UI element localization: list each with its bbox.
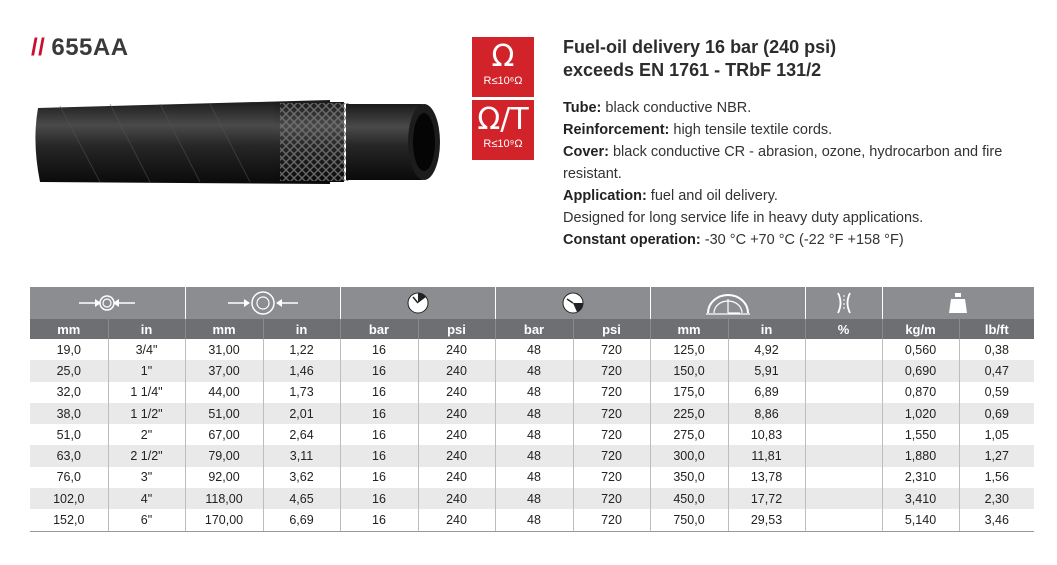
table-cell: 48 [495,403,573,424]
table-cell: 1,020 [882,403,959,424]
table-cell: 6,89 [728,382,805,403]
unit-header: lb/ft [959,319,1034,339]
table-cell: 48 [495,360,573,381]
table-cell: 240 [418,339,495,360]
table-cell: 6,69 [263,509,340,531]
unit-header: kg/m [882,319,959,339]
table-cell: 1,46 [263,360,340,381]
table-cell: 3,410 [882,488,959,509]
table-cell: 750,0 [650,509,728,531]
table-cell: 720 [573,424,650,445]
table-cell: 2,30 [959,488,1034,509]
table-cell: 16 [340,467,418,488]
table-cell: 152,0 [30,509,108,531]
table-cell [805,509,882,531]
table-cell: 240 [418,488,495,509]
table-row [30,467,1034,488]
table-cell: 720 [573,382,650,403]
vacuum-icon [805,287,882,319]
badge-resistance-label: R≤10⁶Ω [483,75,523,87]
table-cell: 51,00 [185,403,263,424]
table-cell: 16 [340,445,418,466]
table-cell: 32,0 [30,382,108,403]
table-cell: 240 [418,360,495,381]
table-cell [805,360,882,381]
ohm-icon: Ω [491,39,515,74]
table-cell: 3/4" [108,339,185,360]
table-cell: 4,92 [728,339,805,360]
unit-header: in [728,319,805,339]
table-cell: 125,0 [650,339,728,360]
spec-constant-operation: Constant operation: -30 °C +70 °C (-22 °F +158 °F) [563,232,904,248]
table-cell [805,382,882,403]
table-cell: 29,53 [728,509,805,531]
table-cell: 175,0 [650,382,728,403]
spec-table-body [30,339,1034,531]
table-cell: 5,140 [882,509,959,531]
table-cell: 1 1/2" [108,403,185,424]
table-cell: 240 [418,467,495,488]
table-cell: 16 [340,360,418,381]
table-cell: 450,0 [650,488,728,509]
table-cell: 720 [573,403,650,424]
table-cell: 1,22 [263,339,340,360]
table-cell: 240 [418,424,495,445]
spec-tube: Tube: black conductive NBR. [563,100,752,116]
table-cell: 720 [573,360,650,381]
table-row [30,445,1034,466]
table-cell: 25,0 [30,360,108,381]
table-cell: 720 [573,488,650,509]
table-cell: 1 1/4" [108,382,185,403]
table-cell: 118,00 [185,488,263,509]
table-cell: 102,0 [30,488,108,509]
table-cell: 2,64 [263,424,340,445]
table-cell: 48 [495,445,573,466]
spec-cover: Cover: black conductive CR - abrasion, ozone, hydrocarbon and fire resistant. [563,144,1003,182]
table-cell: 240 [418,509,495,531]
table-cell: 275,0 [650,424,728,445]
table-cell: 17,72 [728,488,805,509]
outside-diameter-icon [185,287,340,319]
table-cell: 16 [340,509,418,531]
table-cell: 8,86 [728,403,805,424]
table-cell: 2 1/2" [108,445,185,466]
table-row [30,509,1034,531]
table-cell: 16 [340,382,418,403]
table-cell: 48 [495,467,573,488]
working-pressure-icon [340,287,495,319]
table-cell: 48 [495,339,573,360]
table-cell: 3" [108,467,185,488]
title-line-1: Fuel-oil delivery 16 bar (240 psi) [563,37,837,57]
table-cell: 0,38 [984,342,1009,357]
table-cell: 44,00 [185,382,263,403]
inside-diameter-icon [30,287,185,319]
unit-header: psi [573,319,650,339]
table-cell: 38,0 [30,403,108,424]
table-cell: 240 [418,445,495,466]
table-cell: 1,880 [882,445,959,466]
table-cell: 720 [573,509,650,531]
unit-header: % [805,319,882,339]
table-row [30,424,1034,445]
table-cell: 4,65 [263,488,340,509]
table-cell: 16 [340,403,418,424]
bend-radius-icon [650,287,805,319]
weight-icon [882,287,1034,319]
table-cell: 1,73 [263,382,340,403]
code-text: 655AA [51,34,129,61]
table-cell: 0,69 [959,403,1034,424]
unit-header: mm [650,319,728,339]
table-row [30,488,1034,509]
unit-header: bar [340,319,418,339]
table-cell: 0,59 [984,385,1009,400]
unit-header: in [263,319,340,339]
table-cell: 1,27 [959,445,1034,466]
table-cell: 79,00 [185,445,263,466]
spec-table [30,287,1034,532]
spec-service-life: Designed for long service life in heavy duty applications. [563,210,924,226]
table-cell: 48 [495,424,573,445]
table-cell: 300,0 [650,445,728,466]
table-cell: 10,83 [728,424,805,445]
table-cell: 0,47 [959,360,1034,381]
table-cell: 11,81 [728,445,805,466]
table-cell: 63,0 [30,445,108,466]
table-cell: 720 [573,467,650,488]
table-row [30,382,1034,403]
conductive-ohm-t-badge [472,100,534,160]
table-cell: 0,690 [882,360,959,381]
table-cell: 16 [340,488,418,509]
table-cell: 3,11 [263,445,340,466]
table-cell [805,403,882,424]
table-cell: 16 [340,424,418,445]
table-cell: 350,0 [650,467,728,488]
spec-reinforcement: Reinforcement: high tensile textile cords. [563,122,833,138]
table-cell: 720 [573,445,650,466]
unit-header: mm [185,319,263,339]
spec-application: Application: fuel and oil delivery. [563,188,778,204]
table-cell: 37,00 [185,360,263,381]
table-cell: 240 [418,382,495,403]
table-cell: 31,00 [185,339,263,360]
burst-pressure-icon [495,287,650,319]
table-cell: 2" [108,424,185,445]
badge-resistance-label: R≤10⁹Ω [483,138,523,150]
title-line-2: exceeds EN 1761 - TRbF 131/2 [563,60,822,80]
product-code [31,34,129,62]
table-cell: 19,0 [30,339,108,360]
table-cell: 0,870 [882,382,959,403]
unit-header-row [30,319,1034,339]
table-cell: 2,01 [263,403,340,424]
table-cell: 1,550 [882,424,959,445]
unit-header: bar [495,319,573,339]
product-title [563,36,836,82]
table-cell: 76,0 [30,467,108,488]
table-cell [805,445,882,466]
table-cell: 1,56 [984,470,1009,485]
unit-header: psi [418,319,495,339]
table-cell: 48 [495,509,573,531]
conductive-badge [472,37,534,97]
table-cell: 1" [108,360,185,381]
table-cell [805,424,882,445]
table-cell: 5,91 [728,360,805,381]
table-cell: 51,0 [30,424,108,445]
table-cell [805,467,882,488]
table-cell: 240 [418,403,495,424]
table-cell: 150,0 [650,360,728,381]
table-cell: 13,78 [728,467,805,488]
hose-image [30,82,450,202]
table-cell: 6" [108,509,185,531]
table-cell: 4" [108,488,185,509]
table-cell: 720 [573,339,650,360]
table-cell: 92,00 [185,467,263,488]
table-cell: 16 [340,339,418,360]
table-row [30,403,1034,424]
table-cell: 48 [495,488,573,509]
table-cell: 2,310 [882,467,959,488]
unit-header: in [108,319,185,339]
unit-header: mm [30,319,108,339]
code-slashes: // [31,34,46,61]
table-cell: 67,00 [185,424,263,445]
table-cell [805,488,882,509]
table-cell: 0,560 [882,339,959,360]
table-cell: 225,0 [650,403,728,424]
table-cell: 1,05 [984,427,1009,442]
icon-header-row [30,287,1034,319]
table-row [30,339,1034,360]
table-cell: 3,46 [959,509,1034,531]
table-cell: 170,00 [185,509,263,531]
ohm-t-icon: Ω/T [477,102,529,137]
table-cell [805,339,882,360]
table-row [30,360,1034,381]
spec-list [563,97,1033,251]
table-cell: 48 [495,382,573,403]
table-cell: 3,62 [263,467,340,488]
